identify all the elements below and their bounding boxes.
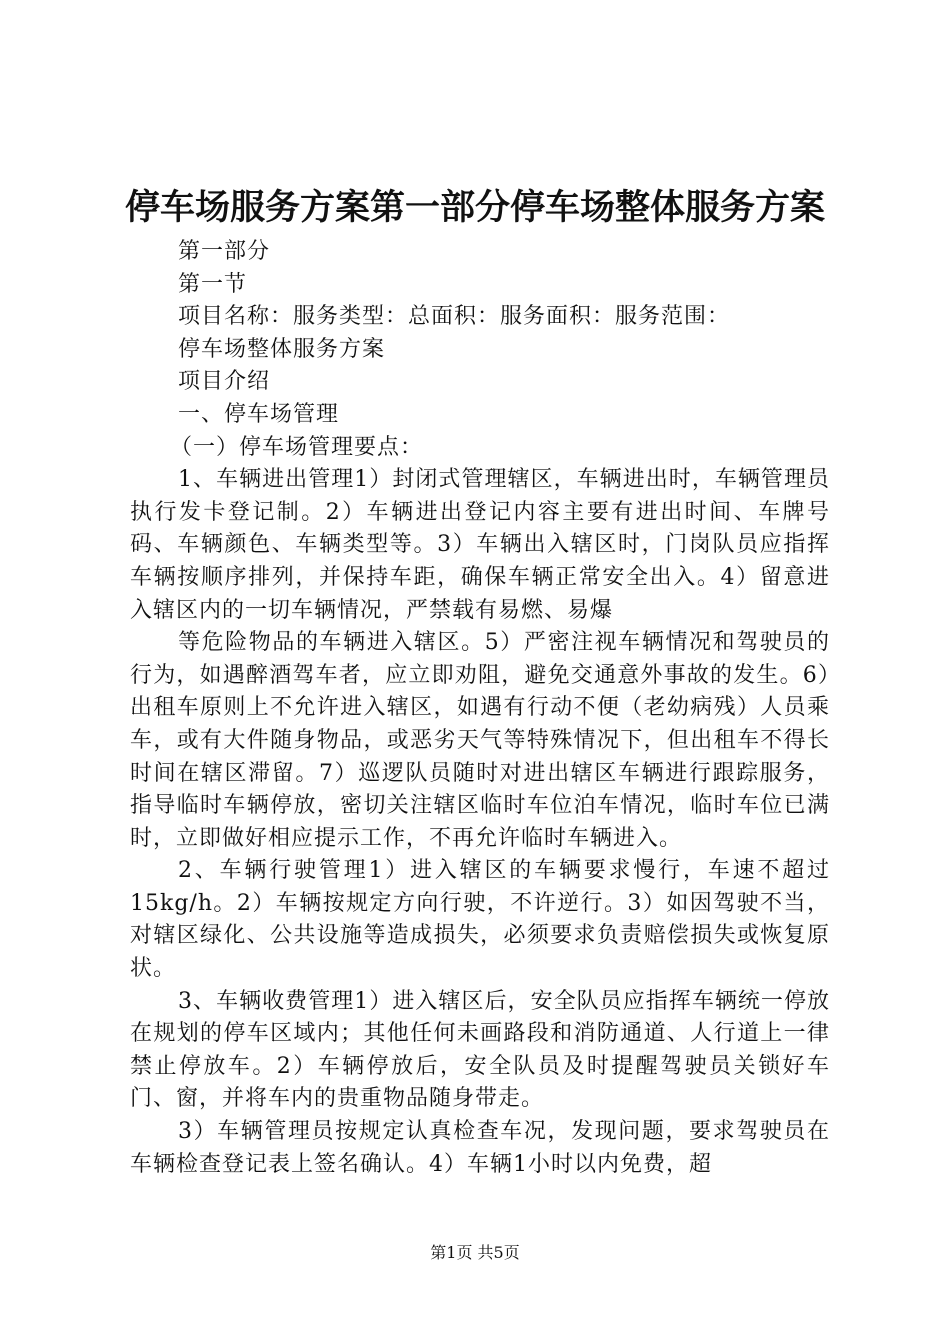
document-title: 停车场服务方案第一部分停车场整体服务方案 [124, 188, 825, 228]
page-footer: 第1页 共5页 [430, 1243, 520, 1262]
document-body [130, 236, 830, 1181]
text-line: 停车场整体服务方案 [178, 336, 386, 362]
paragraph: 3）车辆管理员按规定认真检查车况，发现问题，要求驾驶员在车辆检查登记表上签名确认。4）车辆1小时以内免费，超 [130, 1119, 830, 1177]
paragraph: 3、车辆收费管理1）进入辖区后，安全队员应指挥车辆统一停放在规划的停车区域内；其他任何未画路段和消防通道、人行道上一律禁止停放车。2）车辆停放后，安全队员及时提醒驾驶员关锁好车门、窗，并将车内的贵重物品随身带走。 [130, 988, 830, 1112]
paragraph: 2、车辆行驶管理1）进入辖区的车辆要求慢行，车速不超过15kg/h。2）车辆按规定方向行驶，不许逆行。3）如因驾驶不当，对辖区绿化、公共设施等造成损失，必须要求负责赔偿损失或恢复原状。 [130, 858, 830, 982]
text-line: 项目介绍 [178, 369, 271, 395]
paragraph: 1、车辆进出管理1）封闭式管理辖区，车辆进出时，车辆管理员执行发卡登记制。2）车辆进出登记内容主要有进出时间、车牌号码、车辆颜色、车辆类型等。3）车辆出入辖区时，门岗队员应指挥车辆按顺序排列，并保持车距，确保车辆正常安全出入。4）留意进入辖区内的一切车辆情况，严禁载有易燃、易爆 [130, 467, 830, 623]
section-heading: 一、停车场管理 [178, 401, 340, 427]
text-line: 第一部分 [178, 239, 271, 264]
text-line: 第一节 [178, 271, 248, 297]
subsection-heading: （一）停车场管理要点： [170, 434, 424, 460]
text-line: 项目名称：服务类型：总面积：服务面积：服务范围： [178, 304, 731, 330]
paragraph: 等危险物品的车辆进入辖区。5）严密注视车辆情况和驾驶员的行为，如遇醉酒驾车者，应立即劝阻，避免交通意外事故的发生。6）出租车原则上不允许进入辖区，如遇有行动不便（老幼病残）人员乘车，或有大件随身物品，或恶劣天气等特殊情况下，但出租车不得长时间在辖区滞留。7）巡逻队员随时对进出辖区车辆进行跟踪服务，指导临时车辆停放，密切关注辖区临时车位泊车情况，临时车位已满时，立即做好相应提示工作，不再允许临时车辆进入。 [130, 630, 830, 851]
